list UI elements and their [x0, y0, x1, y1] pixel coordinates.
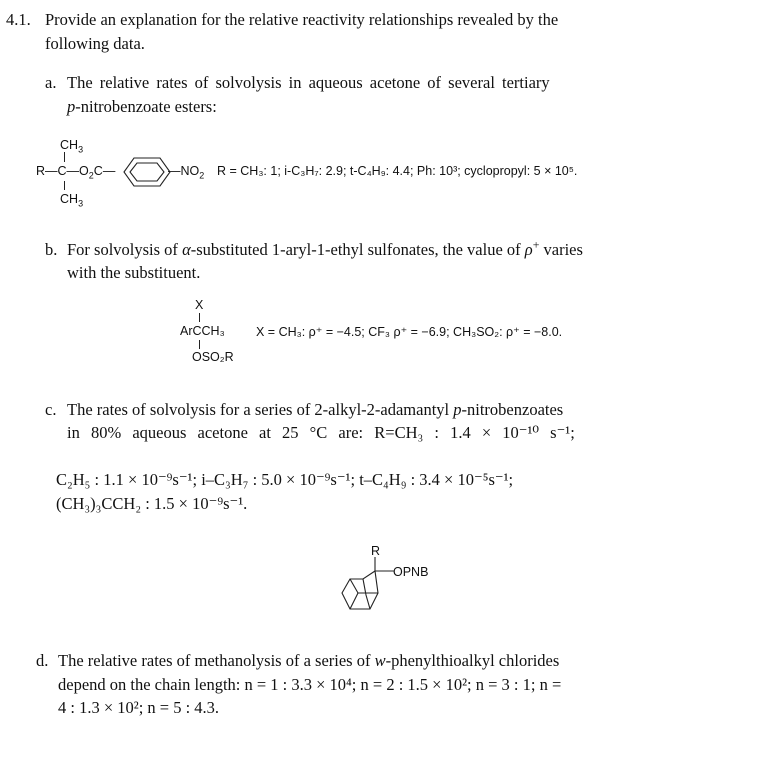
part-b-marker: b. [45, 240, 58, 259]
part-d-line2: depend on the chain length: n = 1 : 3.3 × 10⁴; n = 2 : 1.5 × 10²; n = 3 : 1; n = [58, 675, 562, 694]
part-b-data-line: X = CH₃: ρ⁺ = −4.5; CF₃ ρ⁺ = −6.9; CH₃SO₂: ρ⁺ = −8.0. [256, 325, 563, 339]
part-a-line2-rest: -nitrobenzoate esters: [75, 97, 217, 116]
struct-a-ester-chain: $R—C—O_2C—$ [36, 164, 116, 181]
part-a-line1: The relative rates of solvolysis in aqueous acetone of several tertiary [67, 73, 550, 92]
struct-b-top: X [195, 298, 204, 312]
struct-b-bottom-bond [199, 340, 200, 349]
part-c-line1: The rates of solvolysis for a series of 2-alkyl-2-adamantyl p-nitrobenzoates [67, 400, 564, 419]
struct-b-middle: ArCCH₃ [180, 324, 225, 338]
struct-a-bottom-bond [64, 181, 65, 190]
part-a-line2 [67, 97, 217, 117]
part-d-marker: d. [36, 651, 49, 670]
part-d-line1: The relative rates of methanolysis of a series of w-phenylthioalkyl chlorides [58, 651, 560, 670]
struct-b-top-bond [199, 313, 200, 322]
struct-a-top-bond [64, 152, 65, 162]
adamantane-cage-icon [336, 555, 398, 617]
part-c-line2: in 80% aqueous acetone at 25 °C are: R=CH₃ : 1.4 × 10⁻¹⁰ s⁻¹; [67, 423, 575, 442]
struct-a-top-methyl: $CH_3$ [60, 138, 84, 155]
part-c-line4: (CH₃)₃CCH₂ : 1.5 × 10⁻⁹s⁻¹. [56, 494, 248, 513]
part-b-line1: For solvolysis of α-substituted 1-aryl-1-ethyl sulfonates, the value of ρ+ varies [67, 237, 583, 259]
struct-b-bottom: OSO₂R [192, 350, 234, 364]
problem-intro-line2: following data. [45, 34, 145, 53]
part-a-data-line: R = CH₃: 1; i-C₃H₇: 2.9; t-C₄H₉: 4.4; Ph: 10³; cyclopropyl: 5 × 10⁵. [217, 164, 578, 178]
part-d-line3: 4 : 1.3 × 10²; n = 5 : 4.3. [58, 698, 220, 717]
struct-a-nitro: $—NO_2$ [168, 164, 205, 181]
part-a-marker: a. [45, 73, 57, 92]
struct-a-bottom-methyl: $CH_3$ [60, 192, 84, 209]
problem-number: 4.1. [6, 10, 31, 29]
part-a-p-italic: p [67, 97, 76, 116]
part-b-line2: with the substituent. [67, 263, 201, 282]
part-c-line3: C₂H₅ : 1.1 × 10⁻⁹s⁻¹; i–C₃H₇ : 5.0 × 10⁻⁹s⁻¹; t–C₄H₉ : 3.4 × 10⁻⁵s⁻¹; [56, 470, 514, 489]
struct-c-r-label: R [371, 544, 381, 558]
part-c-marker: c. [45, 400, 57, 419]
problem-intro-line1: Provide an explanation for the relative reactivity relationships revealed by the [45, 10, 559, 29]
struct-c-opnb-label: OPNB [393, 565, 429, 579]
